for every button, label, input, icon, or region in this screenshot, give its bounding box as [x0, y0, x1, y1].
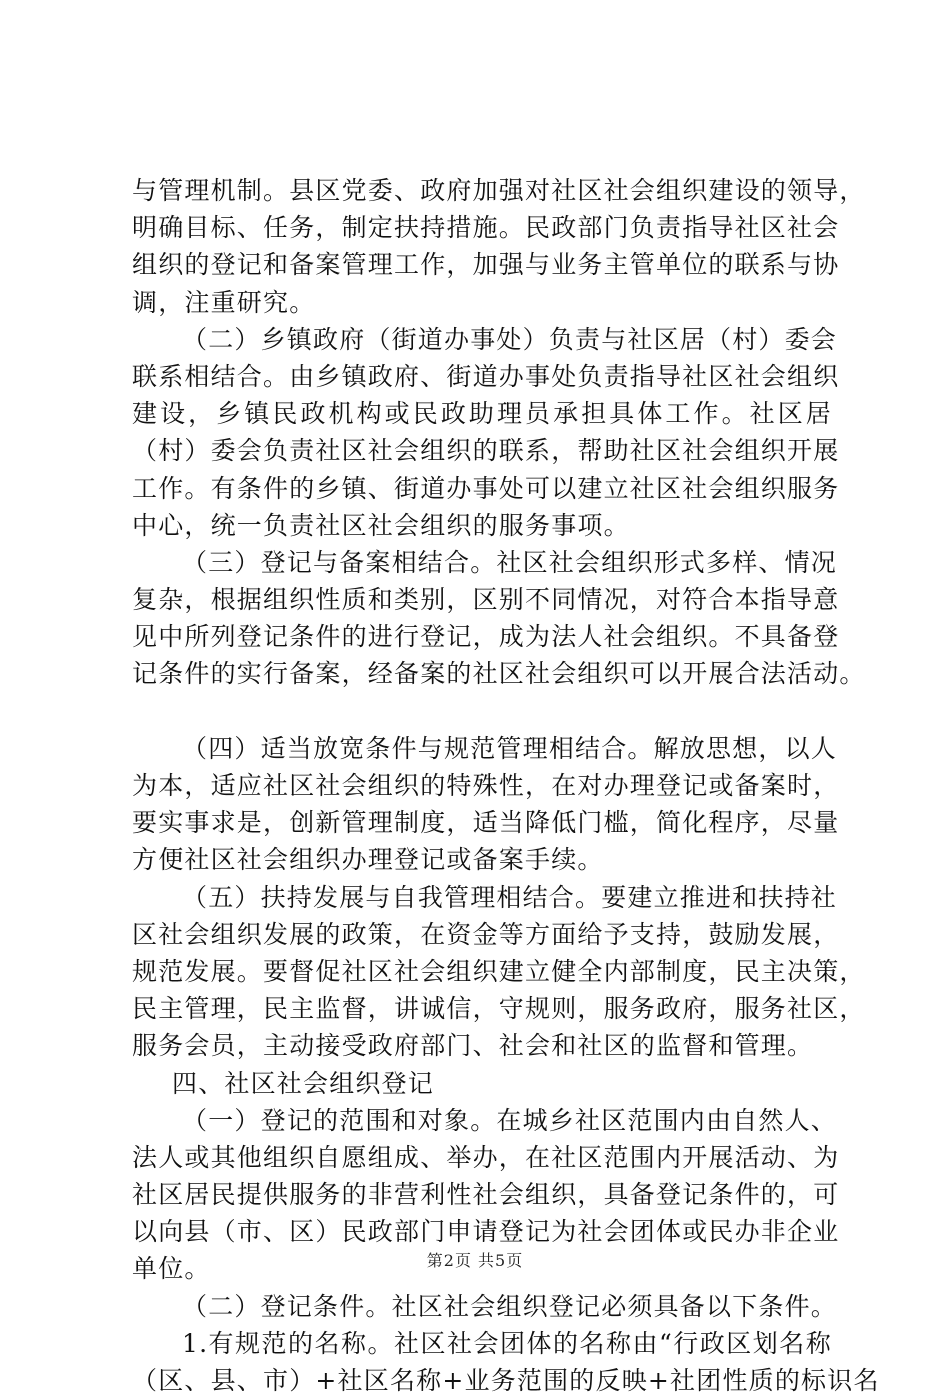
paragraph-heading-4: （四）适当放宽条件与规范管理相结合。解放思想，以人	[182, 733, 838, 763]
text-line: 见中所列登记条件的进行登记，成为法人社会组织。不具备登	[132, 622, 840, 652]
text-line: 建设，乡镇民政机构或民政助理员承担具体工作。社区居	[132, 399, 832, 429]
text-line: 方便社区社会组织办理登记或备案手续。	[132, 845, 604, 875]
section-heading: 四、社区社会组织登记	[172, 1068, 435, 1098]
text-line: 法人或其他组织自愿组成、举办，在社区范围内开展活动、为	[132, 1142, 840, 1172]
page-number-footer: 第2页 共5页	[426, 1251, 524, 1270]
text-line: （村）委会负责社区社会组织的联系，帮助社区社会组织开展	[132, 436, 840, 466]
text-line: 复杂，根据组织性质和类别，区别不同情况，对符合本指导意	[132, 585, 840, 615]
text-line: （区、县、市）+社区名称+业务范围的反映+社团性质的标识名	[132, 1366, 880, 1395]
text-line: 与管理机制。县区党委、政府加强对社区社会组织建设的领导，	[132, 176, 866, 205]
paragraph-heading-5: （五）扶持发展与自我管理相结合。要建立推进和扶持社	[182, 882, 838, 912]
text-line: 民主管理，民主监督，讲诚信，守规则，服务政府，服务社区，	[132, 994, 866, 1024]
text-line: 社区居民提供服务的非营利性社会组织，具备登记条件的，可	[132, 1180, 840, 1210]
paragraph-heading-3: （三）登记与备案相结合。社区社会组织形式多样、情况	[182, 547, 838, 577]
blank-line	[132, 693, 832, 730]
text-line: 以向县（市、区）民政部门申请登记为社会团体或民办非企业	[132, 1217, 840, 1247]
paragraph-heading-2b: （二）登记条件。社区社会组织登记必须具备以下条件。	[182, 1291, 838, 1321]
list-item-1: 1.有规范的名称。社区社会团体的名称由“行政区划名称	[182, 1328, 832, 1358]
document-body	[132, 172, 880, 1399]
text-line: 中心，统一负责社区社会组织的服务事项。	[132, 510, 630, 540]
text-line: 工作。有条件的乡镇、街道办事处可以建立社区社会组织服务	[132, 473, 840, 503]
text-line: 联系相结合。由乡镇政府、街道办事处负责指导社区社会组织	[132, 361, 840, 391]
text-line: 组织的登记和备案管理工作，加强与业务主管单位的联系与协	[132, 250, 840, 280]
text-line: 为本，适应社区社会组织的特殊性，在对办理登记或备案时，	[132, 771, 840, 800]
text-line: 要实事求是，创新管理制度，适当降低门槛，简化程序，尽量	[132, 808, 840, 838]
text-line: 规范发展。要督促社区社会组织建立健全内部制度，民主决策，	[132, 956, 866, 986]
paragraph-heading-1: （一）登记的范围和对象。在城乡社区范围内由自然人、	[182, 1105, 838, 1135]
text-line: 单位。	[132, 1254, 211, 1284]
text-line: 区社会组织发展的政策，在资金等方面给予支持，鼓励发展，	[132, 919, 840, 949]
text-line: 服务会员，主动接受政府部门、社会和社区的监督和管理。	[132, 1031, 814, 1061]
text-line: 记条件的实行备案，经备案的社区社会组织可以开展合法活动。	[132, 659, 866, 689]
text-line: 明确目标、任务，制定扶持措施。民政部门负责指导社区社会	[132, 213, 840, 243]
paragraph-heading-2: （二）乡镇政府（街道办事处）负责与社区居（村）委会	[182, 324, 838, 354]
text-line: 调，注重研究。	[132, 287, 316, 317]
